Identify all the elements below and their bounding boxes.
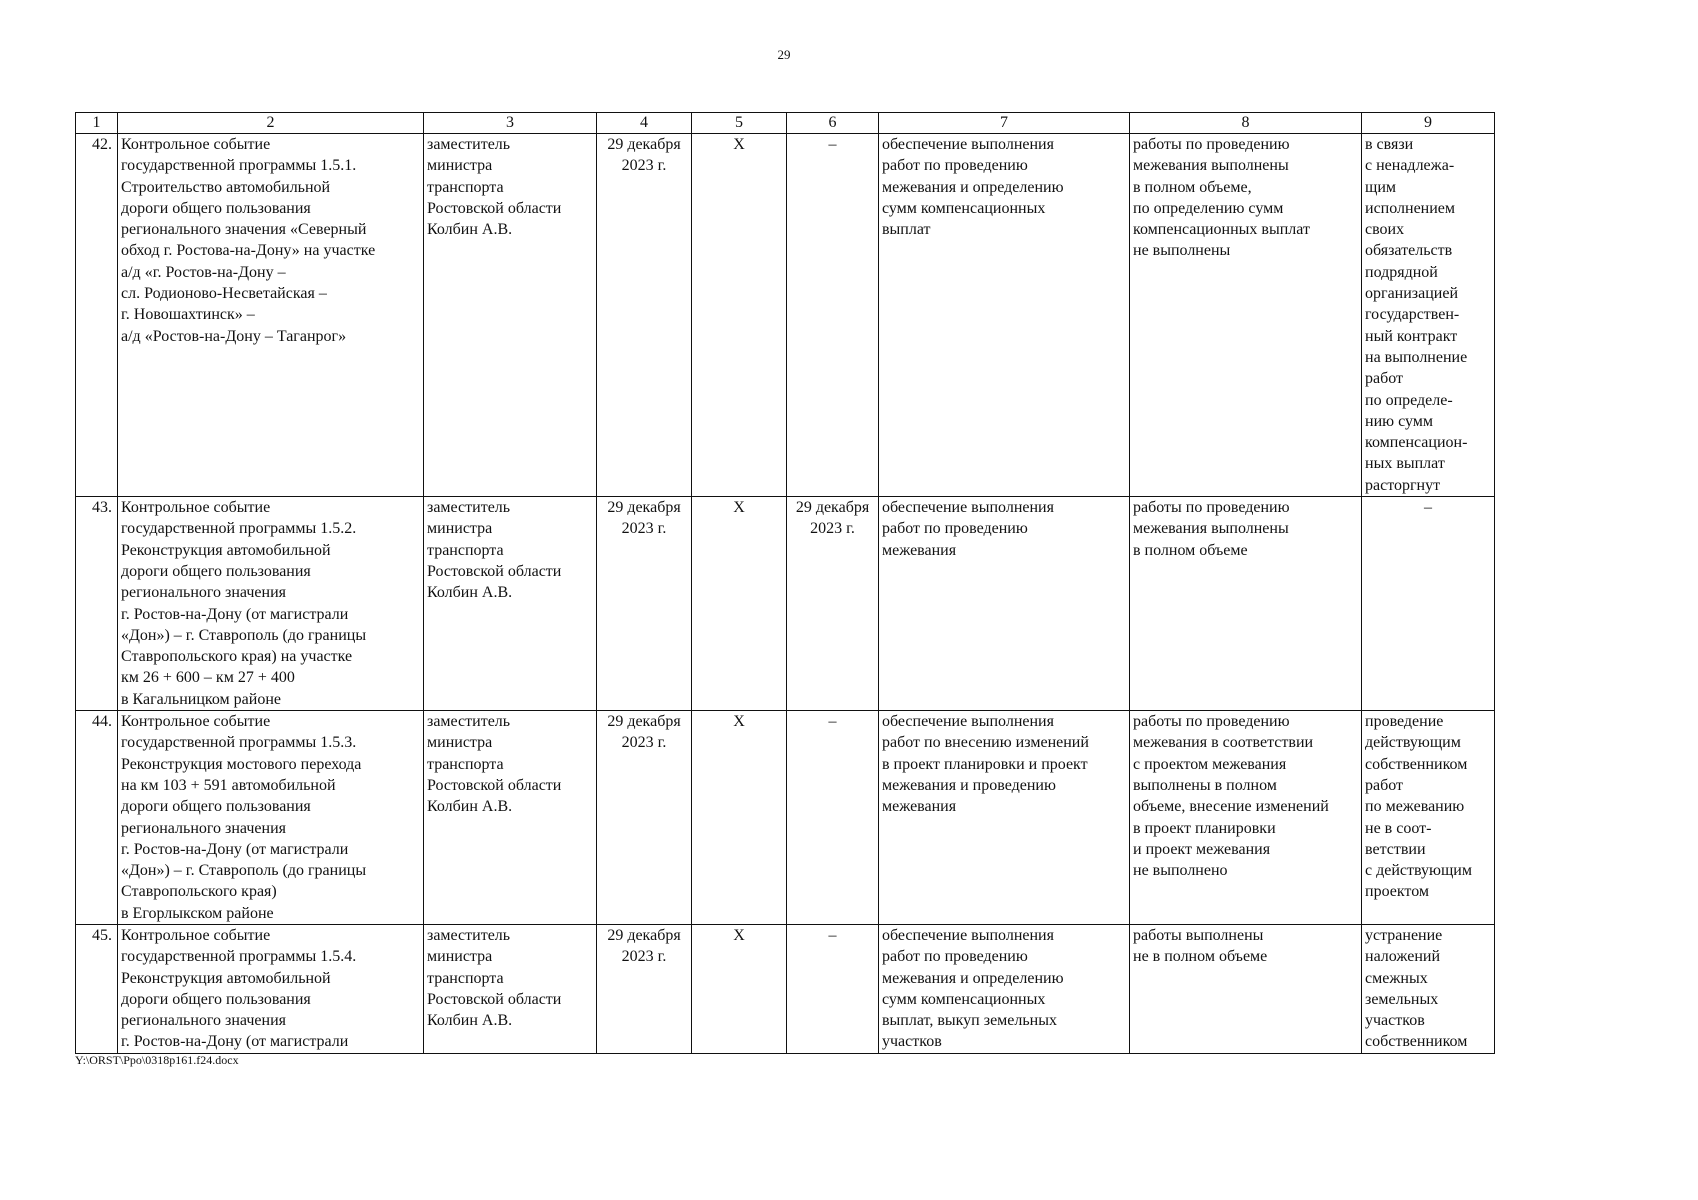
- planned-date-cell: 29 декабря 2023 г.: [597, 924, 692, 1053]
- actual-result-cell: работы по проведению межевания выполнены в полном объеме, по определению сумм компенсационных выплат не выполнены: [1130, 134, 1362, 497]
- reasons-cell: в связи с ненадлежа- щим исполнением своих обязательств подрядной организацией государствен- ный контракт на выполнение работ по определе- нию сумм компенсацион- ных выплат расторгнут: [1362, 134, 1495, 497]
- table-row: [76, 134, 1495, 497]
- row-number: 42.: [76, 134, 118, 497]
- actual-result-cell: работы по проведению межевания выполнены в полном объеме: [1130, 497, 1362, 711]
- actual-result-cell: работы по проведению межевания в соответствии с проектом межевания выполнены в полном объеме, внесение изменений в проект планировки и проект межевания не выполнено: [1130, 711, 1362, 925]
- expected-result-cell: обеспечение выполнения работ по проведению межевания и определению сумм компенсационных выплат: [879, 134, 1130, 497]
- column-number-row: [76, 113, 1495, 134]
- column-header: 7: [879, 113, 1130, 134]
- control-event-cell: Контрольное событие государственной программы 1.5.2. Реконструкция автомобильной дороги общего пользования регионального значения г. Ростов-на-Дону (от магистрали «Дон») – г. Ставрополь (до границы Ставропольского края) на участке км 26 + 600 – км 27 + 400 в Кагальницком районе: [118, 497, 424, 711]
- footer-file-path: Y:\ORST\Ppo\0318p161.f24.docx: [75, 1053, 239, 1067]
- column-header: 3: [424, 113, 597, 134]
- responsible-cell: заместитель министра транспорта Ростовской области Колбин А.В.: [424, 924, 597, 1053]
- column-5-cell: Х: [692, 497, 787, 711]
- actual-date-cell: –: [787, 134, 879, 497]
- reasons-cell: проведение действующим собственником работ по межеванию не в соот- ветствии с действующим проектом: [1362, 711, 1495, 925]
- reasons-cell: –: [1362, 497, 1495, 711]
- column-5-cell: Х: [692, 134, 787, 497]
- planned-date-cell: 29 декабря 2023 г.: [597, 711, 692, 925]
- responsible-cell: заместитель министра транспорта Ростовской области Колбин А.В.: [424, 134, 597, 497]
- responsible-cell: заместитель министра транспорта Ростовской области Колбин А.В.: [424, 497, 597, 711]
- page-number: 29: [777, 47, 791, 62]
- reasons-cell: устранение наложений смежных земельных участков собственником: [1362, 924, 1495, 1053]
- column-header: 9: [1362, 113, 1495, 134]
- expected-result-cell: обеспечение выполнения работ по проведению межевания: [879, 497, 1130, 711]
- control-event-cell: Контрольное событие государственной программы 1.5.4. Реконструкция автомобильной дороги общего пользования регионального значения г. Ростов-на-Дону (от магистрали: [118, 924, 424, 1053]
- column-header: 2: [118, 113, 424, 134]
- table-row: [76, 497, 1495, 711]
- column-5-cell: Х: [692, 924, 787, 1053]
- column-header: 4: [597, 113, 692, 134]
- control-event-cell: Контрольное событие государственной программы 1.5.1. Строительство автомобильной дороги общего пользования регионального значения «Северный обход г. Ростова-на-Дону» на участке а/д «г. Ростов-на-Дону – сл. Родионово-Несветайская – г. Новошахтинск» – а/д «Ростов-на-Дону – Таганрог»: [118, 134, 424, 497]
- responsible-cell: заместитель министра транспорта Ростовской области Колбин А.В.: [424, 711, 597, 925]
- planned-date-cell: 29 декабря 2023 г.: [597, 134, 692, 497]
- row-number: 44.: [76, 711, 118, 925]
- expected-result-cell: обеспечение выполнения работ по проведению межевания и определению сумм компенсационных выплат, выкуп земельных участков: [879, 924, 1130, 1053]
- actual-result-cell: работы выполнены не в полном объеме: [1130, 924, 1362, 1053]
- actual-date-cell: –: [787, 711, 879, 925]
- column-header: 1: [76, 113, 118, 134]
- column-header: 8: [1130, 113, 1362, 134]
- column-5-cell: Х: [692, 711, 787, 925]
- control-event-cell: Контрольное событие государственной программы 1.5.3. Реконструкция мостового перехода на км 103 + 591 автомобильной дороги общего пользования регионального значения г. Ростов-на-Дону (от магистрали «Дон») – г. Ставрополь (до границы Ставропольского края) в Егорлыкском районе: [118, 711, 424, 925]
- column-header: 5: [692, 113, 787, 134]
- row-number: 45.: [76, 924, 118, 1053]
- table-row: [76, 711, 1495, 925]
- column-header: 6: [787, 113, 879, 134]
- row-number: 43.: [76, 497, 118, 711]
- planned-date-cell: 29 декабря 2023 г.: [597, 497, 692, 711]
- actual-date-cell: 29 декабря 2023 г.: [787, 497, 879, 711]
- expected-result-cell: обеспечение выполнения работ по внесению изменений в проект планировки и проект межевания и проведению межевания: [879, 711, 1130, 925]
- control-events-table: [75, 112, 1495, 1054]
- actual-date-cell: –: [787, 924, 879, 1053]
- table-row: [76, 924, 1495, 1053]
